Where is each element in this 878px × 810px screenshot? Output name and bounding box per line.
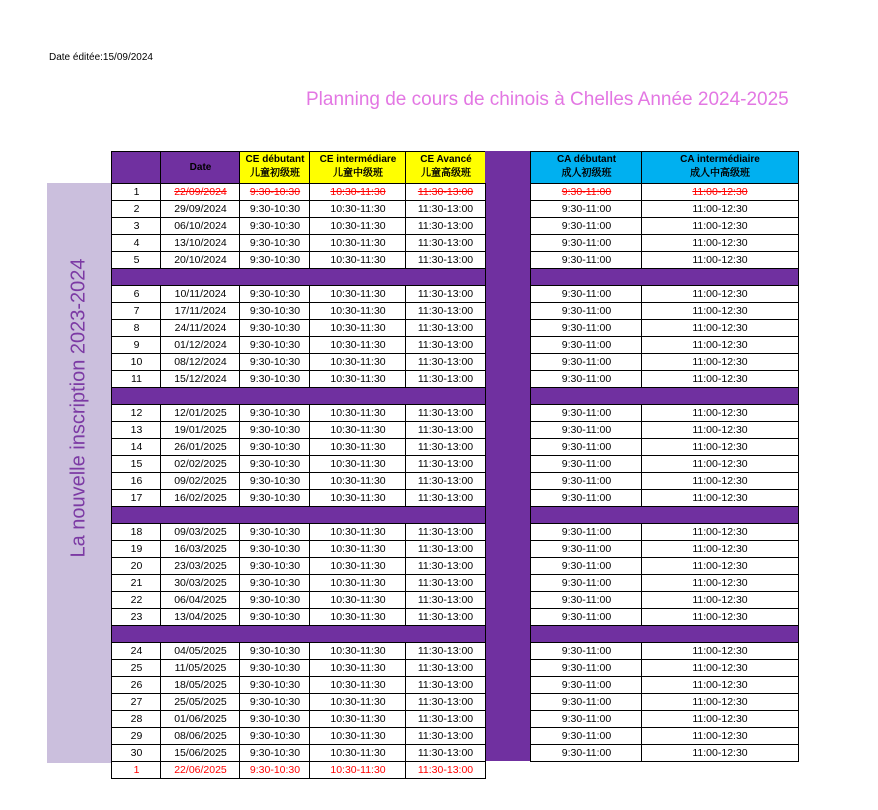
table-cell-ce1: 9:30-10:30: [239, 659, 310, 677]
table-cell-ce2: 10:30-11:30: [309, 285, 406, 303]
table-cell-ca2: 11:00-12:30: [641, 251, 799, 269]
table-cell-ce3: 11:30-13:00: [405, 353, 486, 371]
header-ca-debutant: CA débutant 成人初级班: [530, 151, 642, 184]
table-cell-date: 17/11/2024: [160, 302, 240, 320]
table-cell-date: 26/01/2025: [160, 438, 240, 456]
table-cell-ce2: 10:30-11:30: [309, 319, 406, 337]
table-cell-date: 08/06/2025: [160, 727, 240, 745]
table-cell-ce2: 10:30-11:30: [309, 183, 406, 201]
table-cell-ce2: 10:30-11:30: [309, 591, 406, 609]
table-cell-n: 21: [111, 574, 161, 592]
table-cell-date: 22/09/2024: [160, 183, 240, 201]
table-cell-ce3: 11:30-13:00: [405, 404, 486, 422]
page-title: Planning de cours de chinois à Chelles Année 2024-2025: [306, 89, 789, 110]
table-cell-n: 1: [111, 183, 161, 201]
table-cell-ca2: 11:00-12:30: [641, 710, 799, 728]
table-cell-n: 1: [111, 761, 161, 779]
table-cell-ca1: 9:30-11:00: [530, 676, 642, 694]
table-cell-ce1: 9:30-10:30: [239, 744, 310, 762]
table-cell-ce1: 9:30-10:30: [239, 370, 310, 388]
table-cell-ca1: 9:30-11:00: [530, 659, 642, 677]
table-cell-n: 15: [111, 455, 161, 473]
table-cell-ce1: 9:30-10:30: [239, 693, 310, 711]
table-cell-ca1: 9:30-11:00: [530, 472, 642, 490]
table-cell-ce1: 9:30-10:30: [239, 353, 310, 371]
separator-row: [111, 387, 486, 405]
table-cell-n: 17: [111, 489, 161, 507]
table-cell-ce3: 11:30-13:00: [405, 540, 486, 558]
table-cell-n: 10: [111, 353, 161, 371]
table-cell-ce2: 10:30-11:30: [309, 217, 406, 235]
table-cell-n: 6: [111, 285, 161, 303]
table-cell-ca2: 11:00-12:30: [641, 489, 799, 507]
table-cell-ce1: 9:30-10:30: [239, 234, 310, 252]
table-cell-ce3: 11:30-13:00: [405, 608, 486, 626]
table-cell-ce1: 9:30-10:30: [239, 285, 310, 303]
table-cell-ce2: 10:30-11:30: [309, 455, 406, 473]
table-cell-n: 12: [111, 404, 161, 422]
table-cell-n: 24: [111, 642, 161, 660]
table-cell-ce2: 10:30-11:30: [309, 693, 406, 711]
table-cell-ce2: 10:30-11:30: [309, 421, 406, 439]
table-cell-date: 12/01/2025: [160, 404, 240, 422]
table-cell-ce3: 11:30-13:00: [405, 489, 486, 507]
table-cell-ca2: 11:00-12:30: [641, 574, 799, 592]
edit-date: Date éditée:15/09/2024: [49, 52, 153, 63]
side-label: La nouvelle inscription 2023-2024: [67, 258, 90, 558]
table-cell-ca2: 11:00-12:30: [641, 591, 799, 609]
table-cell-date: 02/02/2025: [160, 455, 240, 473]
table-cell-ce2: 10:30-11:30: [309, 744, 406, 762]
column-divider: [485, 151, 530, 761]
table-cell-ce3: 11:30-13:00: [405, 234, 486, 252]
table-cell-ce3: 11:30-13:00: [405, 319, 486, 337]
table-cell-n: 8: [111, 319, 161, 337]
table-cell-ca2: 11:00-12:30: [641, 727, 799, 745]
table-cell-ca2: 11:00-12:30: [641, 693, 799, 711]
table-cell-ca1: 9:30-11:00: [530, 540, 642, 558]
table-cell-ca1: 9:30-11:00: [530, 251, 642, 269]
table-cell-date: 22/06/2025: [160, 761, 240, 779]
table-cell-date: 20/10/2024: [160, 251, 240, 269]
table-cell-date: 01/12/2024: [160, 336, 240, 354]
table-cell-ca1: 9:30-11:00: [530, 455, 642, 473]
table-cell-ca1: 9:30-11:00: [530, 608, 642, 626]
table-cell-ce2: 10:30-11:30: [309, 676, 406, 694]
table-cell-ce3: 11:30-13:00: [405, 183, 486, 201]
table-cell-ca1: 9:30-11:00: [530, 353, 642, 371]
table-cell-n: 22: [111, 591, 161, 609]
table-cell-date: 10/11/2024: [160, 285, 240, 303]
table-cell-ce1: 9:30-10:30: [239, 489, 310, 507]
table-cell-ce1: 9:30-10:30: [239, 540, 310, 558]
table-cell-ce2: 10:30-11:30: [309, 353, 406, 371]
table-cell-ca2: 11:00-12:30: [641, 285, 799, 303]
table-cell-n: 7: [111, 302, 161, 320]
table-cell-ce3: 11:30-13:00: [405, 676, 486, 694]
table-cell-ca1: 9:30-11:00: [530, 183, 642, 201]
table-cell-ce3: 11:30-13:00: [405, 370, 486, 388]
table-cell-ce3: 11:30-13:00: [405, 744, 486, 762]
table-cell-ce1: 9:30-10:30: [239, 438, 310, 456]
table-cell-ca1: 9:30-11:00: [530, 557, 642, 575]
separator-row: [530, 387, 799, 405]
table-cell-ce1: 9:30-10:30: [239, 251, 310, 269]
table-cell-ce1: 9:30-10:30: [239, 574, 310, 592]
table-cell-ce2: 10:30-11:30: [309, 370, 406, 388]
table-cell-ce3: 11:30-13:00: [405, 727, 486, 745]
table-cell-ce3: 11:30-13:00: [405, 591, 486, 609]
table-cell-ca2: 11:00-12:30: [641, 557, 799, 575]
table-cell-n: 14: [111, 438, 161, 456]
header-ce-debutant: CE débutant 儿童初级班: [239, 151, 310, 184]
table-cell-date: 29/09/2024: [160, 200, 240, 218]
table-cell-n: 28: [111, 710, 161, 728]
header-ce-intermediaire: CE intermédiare 儿童中级班: [309, 151, 406, 184]
table-cell-ca2: 11:00-12:30: [641, 302, 799, 320]
table-cell-ca1: 9:30-11:00: [530, 200, 642, 218]
table-cell-n: 20: [111, 557, 161, 575]
header-ca-intermediaire: CA intermédiaire 成人中高级班: [641, 151, 799, 184]
table-cell-ce2: 10:30-11:30: [309, 302, 406, 320]
table-cell-ce3: 11:30-13:00: [405, 302, 486, 320]
table-cell-ce1: 9:30-10:30: [239, 319, 310, 337]
table-cell-date: 16/03/2025: [160, 540, 240, 558]
table-cell-n: 25: [111, 659, 161, 677]
table-cell-ce3: 11:30-13:00: [405, 557, 486, 575]
table-cell-ce2: 10:30-11:30: [309, 642, 406, 660]
table-cell-date: 23/03/2025: [160, 557, 240, 575]
table-cell-ca1: 9:30-11:00: [530, 591, 642, 609]
table-cell-n: 27: [111, 693, 161, 711]
table-cell-ca1: 9:30-11:00: [530, 404, 642, 422]
table-cell-ce2: 10:30-11:30: [309, 557, 406, 575]
table-cell-ce3: 11:30-13:00: [405, 285, 486, 303]
table-cell-n: 29: [111, 727, 161, 745]
table-cell-date: 18/05/2025: [160, 676, 240, 694]
table-cell-ca1: 9:30-11:00: [530, 336, 642, 354]
table-cell-ce1: 9:30-10:30: [239, 183, 310, 201]
table-cell-n: 26: [111, 676, 161, 694]
table-cell-ce2: 10:30-11:30: [309, 710, 406, 728]
table-cell-ce1: 9:30-10:30: [239, 557, 310, 575]
table-cell-ce2: 10:30-11:30: [309, 608, 406, 626]
table-cell-ca2: 11:00-12:30: [641, 183, 799, 201]
table-cell-date: 11/05/2025: [160, 659, 240, 677]
separator-row: [530, 625, 799, 643]
table-cell-ca2: 11:00-12:30: [641, 540, 799, 558]
table-cell-ca1: 9:30-11:00: [530, 727, 642, 745]
table-cell-ce3: 11:30-13:00: [405, 438, 486, 456]
table-cell-ce2: 10:30-11:30: [309, 404, 406, 422]
table-cell-date: 06/04/2025: [160, 591, 240, 609]
table-cell-ce1: 9:30-10:30: [239, 710, 310, 728]
table-cell-n: 2: [111, 200, 161, 218]
table-cell-ce2: 10:30-11:30: [309, 727, 406, 745]
table-cell-ca1: 9:30-11:00: [530, 234, 642, 252]
table-cell-ce3: 11:30-13:00: [405, 472, 486, 490]
separator-row: [530, 268, 799, 286]
table-cell-ce1: 9:30-10:30: [239, 455, 310, 473]
table-cell-date: 13/04/2025: [160, 608, 240, 626]
table-cell-ca1: 9:30-11:00: [530, 285, 642, 303]
table-cell-ca1: 9:30-11:00: [530, 370, 642, 388]
table-cell-ce2: 10:30-11:30: [309, 438, 406, 456]
table-cell-ce1: 9:30-10:30: [239, 523, 310, 541]
table-cell-ce3: 11:30-13:00: [405, 455, 486, 473]
table-cell-ce1: 9:30-10:30: [239, 336, 310, 354]
table-cell-ca2: 11:00-12:30: [641, 642, 799, 660]
table-cell-ca1: 9:30-11:00: [530, 319, 642, 337]
table-cell-ca2: 11:00-12:30: [641, 744, 799, 762]
table-cell-n: 13: [111, 421, 161, 439]
table-cell-ce2: 10:30-11:30: [309, 234, 406, 252]
table-cell-ca1: 9:30-11:00: [530, 302, 642, 320]
table-cell-ce3: 11:30-13:00: [405, 710, 486, 728]
table-cell-ce3: 11:30-13:00: [405, 217, 486, 235]
table-cell-ca2: 11:00-12:30: [641, 523, 799, 541]
table-cell-ce2: 10:30-11:30: [309, 659, 406, 677]
table-cell-n: 11: [111, 370, 161, 388]
table-cell-n: 9: [111, 336, 161, 354]
table-cell-date: 15/06/2025: [160, 744, 240, 762]
table-cell-n: 16: [111, 472, 161, 490]
table-cell-ce3: 11:30-13:00: [405, 200, 486, 218]
table-cell-date: 06/10/2024: [160, 217, 240, 235]
table-cell-ca2: 11:00-12:30: [641, 217, 799, 235]
table-cell-ce2: 10:30-11:30: [309, 540, 406, 558]
table-cell-ce3: 11:30-13:00: [405, 336, 486, 354]
separator-row: [530, 506, 799, 524]
table-cell-ce1: 9:30-10:30: [239, 676, 310, 694]
table-cell-ca2: 11:00-12:30: [641, 421, 799, 439]
table-cell-ce2: 10:30-11:30: [309, 251, 406, 269]
table-cell-ce1: 9:30-10:30: [239, 472, 310, 490]
table-cell-date: 16/02/2025: [160, 489, 240, 507]
table-cell-ca1: 9:30-11:00: [530, 693, 642, 711]
table-cell-ce2: 10:30-11:30: [309, 336, 406, 354]
table-cell-ce3: 11:30-13:00: [405, 693, 486, 711]
table-cell-ce3: 11:30-13:00: [405, 251, 486, 269]
table-cell-date: 19/01/2025: [160, 421, 240, 439]
table-cell-ce2: 10:30-11:30: [309, 523, 406, 541]
table-cell-ca1: 9:30-11:00: [530, 421, 642, 439]
table-cell-n: 3: [111, 217, 161, 235]
header-date: Date: [160, 151, 240, 184]
table-cell-ce1: 9:30-10:30: [239, 642, 310, 660]
header-ce-avance: CE Avancé 儿童高级班: [405, 151, 486, 184]
table-cell-ce3: 11:30-13:00: [405, 574, 486, 592]
table-cell-ce2: 10:30-11:30: [309, 489, 406, 507]
table-cell-ce1: 9:30-10:30: [239, 761, 310, 779]
table-cell-date: 25/05/2025: [160, 693, 240, 711]
table-cell-ca1: 9:30-11:00: [530, 523, 642, 541]
table-cell-ca1: 9:30-11:00: [530, 489, 642, 507]
table-cell-date: 24/11/2024: [160, 319, 240, 337]
table-cell-ce2: 10:30-11:30: [309, 472, 406, 490]
table-cell-ce1: 9:30-10:30: [239, 217, 310, 235]
table-cell-ca2: 11:00-12:30: [641, 319, 799, 337]
separator-row: [111, 268, 486, 286]
table-cell-ca2: 11:00-12:30: [641, 608, 799, 626]
table-cell-date: 15/12/2024: [160, 370, 240, 388]
table-cell-ca2: 11:00-12:30: [641, 234, 799, 252]
table-cell-date: 04/05/2025: [160, 642, 240, 660]
table-cell-ca2: 11:00-12:30: [641, 353, 799, 371]
table-cell-ce2: 10:30-11:30: [309, 761, 406, 779]
table-cell-ca2: 11:00-12:30: [641, 472, 799, 490]
table-cell-ca1: 9:30-11:00: [530, 217, 642, 235]
table-cell-ce2: 10:30-11:30: [309, 574, 406, 592]
table-cell-ce1: 9:30-10:30: [239, 727, 310, 745]
table-cell-ce1: 9:30-10:30: [239, 608, 310, 626]
table-cell-ca2: 11:00-12:30: [641, 455, 799, 473]
table-cell-ce3: 11:30-13:00: [405, 659, 486, 677]
table-cell-ce3: 11:30-13:00: [405, 523, 486, 541]
table-cell-ca2: 11:00-12:30: [641, 659, 799, 677]
table-cell-ce1: 9:30-10:30: [239, 421, 310, 439]
table-cell-ca2: 11:00-12:30: [641, 404, 799, 422]
table-cell-date: 09/02/2025: [160, 472, 240, 490]
table-cell-ce1: 9:30-10:30: [239, 200, 310, 218]
table-cell-ce2: 10:30-11:30: [309, 200, 406, 218]
table-cell-ca1: 9:30-11:00: [530, 744, 642, 762]
table-cell-ce1: 9:30-10:30: [239, 591, 310, 609]
table-cell-n: 4: [111, 234, 161, 252]
table-cell-ca1: 9:30-11:00: [530, 710, 642, 728]
table-cell-date: 09/03/2025: [160, 523, 240, 541]
separator-row: [111, 625, 486, 643]
table-cell-ca1: 9:30-11:00: [530, 438, 642, 456]
table-cell-date: 01/06/2025: [160, 710, 240, 728]
table-cell-ca1: 9:30-11:00: [530, 574, 642, 592]
table-cell-ce1: 9:30-10:30: [239, 302, 310, 320]
header-num: [111, 151, 161, 184]
separator-row: [111, 506, 486, 524]
table-cell-ca2: 11:00-12:30: [641, 438, 799, 456]
table-cell-ca2: 11:00-12:30: [641, 676, 799, 694]
table-cell-n: 23: [111, 608, 161, 626]
table-cell-ce3: 11:30-13:00: [405, 642, 486, 660]
table-cell-ca1: 9:30-11:00: [530, 642, 642, 660]
table-cell-date: 08/12/2024: [160, 353, 240, 371]
table-cell-n: 18: [111, 523, 161, 541]
table-cell-ca2: 11:00-12:30: [641, 336, 799, 354]
table-cell-n: 5: [111, 251, 161, 269]
table-cell-ca2: 11:00-12:30: [641, 370, 799, 388]
table-cell-date: 30/03/2025: [160, 574, 240, 592]
table-cell-ca2: 11:00-12:30: [641, 200, 799, 218]
table-cell-n: 19: [111, 540, 161, 558]
table-cell-date: 13/10/2024: [160, 234, 240, 252]
table-cell-ce3: 11:30-13:00: [405, 761, 486, 779]
table-cell-ce1: 9:30-10:30: [239, 404, 310, 422]
table-cell-ce3: 11:30-13:00: [405, 421, 486, 439]
table-cell-n: 30: [111, 744, 161, 762]
